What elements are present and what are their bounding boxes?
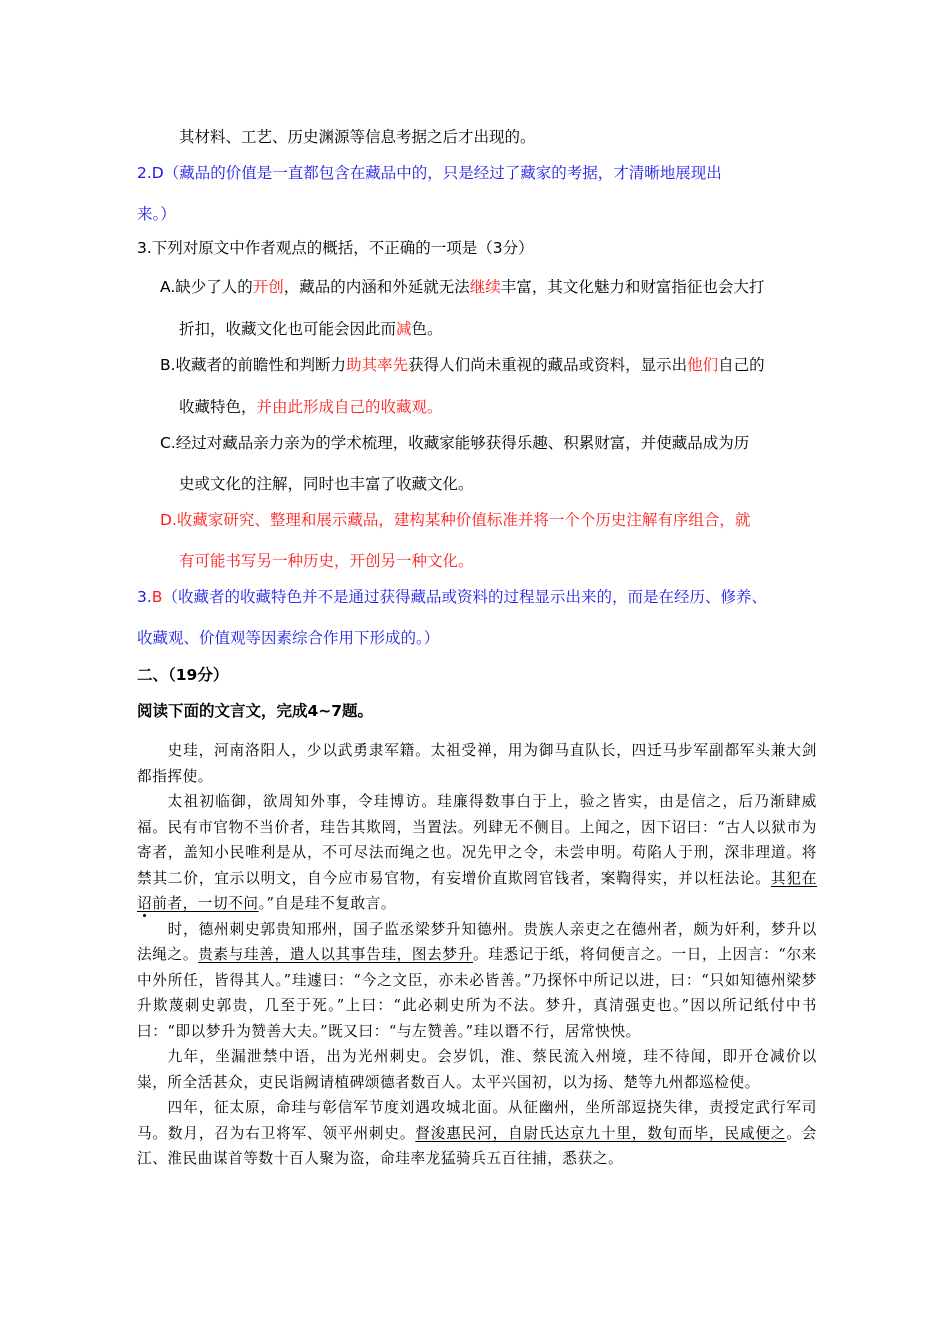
- option-a-text: 丰富，其文化魅力和财富指征也会大打: [500, 278, 765, 296]
- passage-text: 。会江、淮民曲谋首等数十百人聚为盗，命珪率龙猛骑兵五百往捕，悉获之。: [137, 1124, 817, 1167]
- option-b-text: B.收藏者的前瞻性和判断力: [160, 356, 347, 374]
- passage-paragraph-4: 九年，坐漏泄禁中语，出为光州刺史。会岁饥，淮、蔡民流入州境，珪不待闻，即开仓减价以粜，所全活甚众，吏民诣阙请植碑颂德者数百人。太平兴国初，以为扬、楚等九州都巡检使。: [137, 1048, 817, 1091]
- option-a-text: 折扣，收藏文化也可能会因此而: [179, 320, 397, 338]
- answer-2-explanation-2: 来。: [137, 205, 161, 223]
- paren-close: ）: [160, 205, 176, 223]
- option-b-text: 获得人们尚未重视的藏品或资料，显示出: [408, 356, 688, 374]
- answer-2-explanation-1: 藏品的价值是一直都包含在藏品中的，只是经过了藏家的考据，才清晰地展现出: [179, 164, 722, 182]
- option-d-line-2: 有可能书写另一种历史，开创另一种文化。: [179, 552, 474, 570]
- passage-text: 。”自是珪不复敢言。: [258, 895, 397, 912]
- underlined-sentence: 其犯在诏前者，一切不问: [137, 869, 817, 912]
- passage-text: 太祖初临御，欲周知外事，令珪博访。珪廉得数事白于上，验之皆实，由是信之，后乃渐肆威福。民有市官物不当价者，珪告其欺罔，当置法。列肆无不侧目。上闻之，因下诏曰：“古人以狱市为寄者，盖知小民唯利是从，不可尽法而绳之也。况先甲之令，未尝申明。苟陷人于刑，深非理道。将禁其二价，宜示以明文，自今应市易官物，有妄增价直欺罔官钱者，案鞫得实，并以枉法论。: [137, 793, 817, 887]
- passage-text: 四年，征太原，命珪与彰信军节度刘遇攻城北面。从征幽州，坐所部逗挠失律，责授定武行军司马。数月，召为右卫将军、领平州刺史。: [137, 1099, 817, 1142]
- option-a-text: ，藏品的内涵和外延就无法: [283, 278, 470, 296]
- option-d-line-1: D.收藏家研究、整理和展示藏品，建构某种价值标准并将一个个历史注解有序组合，就: [160, 511, 751, 529]
- reading-instruction: 阅读下面的文言文，完成4~7题。: [137, 702, 374, 720]
- answer-2-key: 2.D: [137, 164, 164, 182]
- q2-option-continuation: 其材料、工艺、历史渊源等信息考据之后才出现的。: [179, 128, 536, 146]
- passage-paragraph-1: 史珪，河南洛阳人，少以武勇隶军籍。太祖受禅，用为御马直队长，四迁马步军副都军头兼大剑都指挥使。: [137, 742, 817, 785]
- highlight: 减: [396, 320, 412, 338]
- option-b-text: 自己的: [718, 356, 765, 374]
- paren-open: （: [163, 164, 180, 182]
- emphasis-dot-char: 诏: [137, 895, 153, 912]
- underlined-sentence: 督浚惠民河，自尉氏达京九十里，数旬而毕，民咸便之: [415, 1124, 787, 1142]
- classical-passage: [137, 738, 817, 1172]
- option-a-line-2: [179, 319, 443, 339]
- answer-2-line-1: [137, 163, 722, 183]
- highlight: 助其率先: [346, 356, 409, 374]
- highlight: 开创: [252, 278, 284, 296]
- highlight: 他们: [687, 356, 719, 374]
- option-a-line-1: [160, 277, 764, 297]
- passage-text: 时，德州刺史郭贵知邢州，国子监丞梁梦升知德州。贵族人亲吏之在德州者，颇为奸利，梦升以法绳之。: [137, 920, 817, 963]
- option-b-line-1: [160, 355, 765, 375]
- answer-3-line-1: [137, 587, 767, 607]
- option-a-text: A.缺少了人的: [160, 278, 253, 296]
- passage-paragraph-5: [137, 1095, 817, 1172]
- highlight: 并由此形成自己的收藏观。: [256, 398, 443, 416]
- question-3-stem: 3.下列对原文中作者观点的概括，不正确的一项是（3分）: [137, 239, 534, 257]
- option-a-text: 色。: [411, 320, 443, 338]
- option-b-text: 收藏特色，: [179, 398, 257, 416]
- option-c-line-2: 史或文化的注解，同时也丰富了收藏文化。: [179, 475, 474, 493]
- passage-paragraph-2: [137, 789, 817, 917]
- answer-3-number: 3.: [137, 588, 152, 606]
- passage-text: 。珪悉记于纸，将伺便言之。一日，上因言：“尔来中外所任，皆得其人。”珪遽曰：“今之文臣，亦未必皆善。”乃探怀中所记以进，曰：“只如知德州梁梦升欺蔑刺史郭贵，几至于死。”上曰：“此必刺史所为不法。梦升，真清强吏也。”因以所记纸付中书曰：“即以梦升为赞善大夫。”既又曰：“与左赞善。”珪以谮不行，居常怏怏。: [137, 946, 818, 1040]
- answer-3-letter: B: [151, 588, 163, 606]
- answer-3-explanation-1: （收藏者的收藏特色并不是通过获得藏品或资料的过程显示出来的，而是在经历、修养、: [162, 588, 767, 606]
- answer-3-line-2: 收藏观、价值观等因素综合作用下形成的。）: [137, 629, 440, 647]
- passage-paragraph-3: [137, 917, 817, 1045]
- highlight: 继续: [469, 278, 501, 296]
- option-c-line-1: C.经过对藏品亲力亲为的学术梳理，收藏家能够获得乐趣、积累财富，并使藏品成为历: [160, 434, 750, 452]
- answer-2-line-2: [137, 204, 176, 224]
- underlined-sentence: 贵素与珪善，遣人以其事告珪，图去梦升: [198, 946, 473, 963]
- section-heading: 二、（19分）: [137, 666, 229, 684]
- option-b-line-2: [179, 397, 443, 417]
